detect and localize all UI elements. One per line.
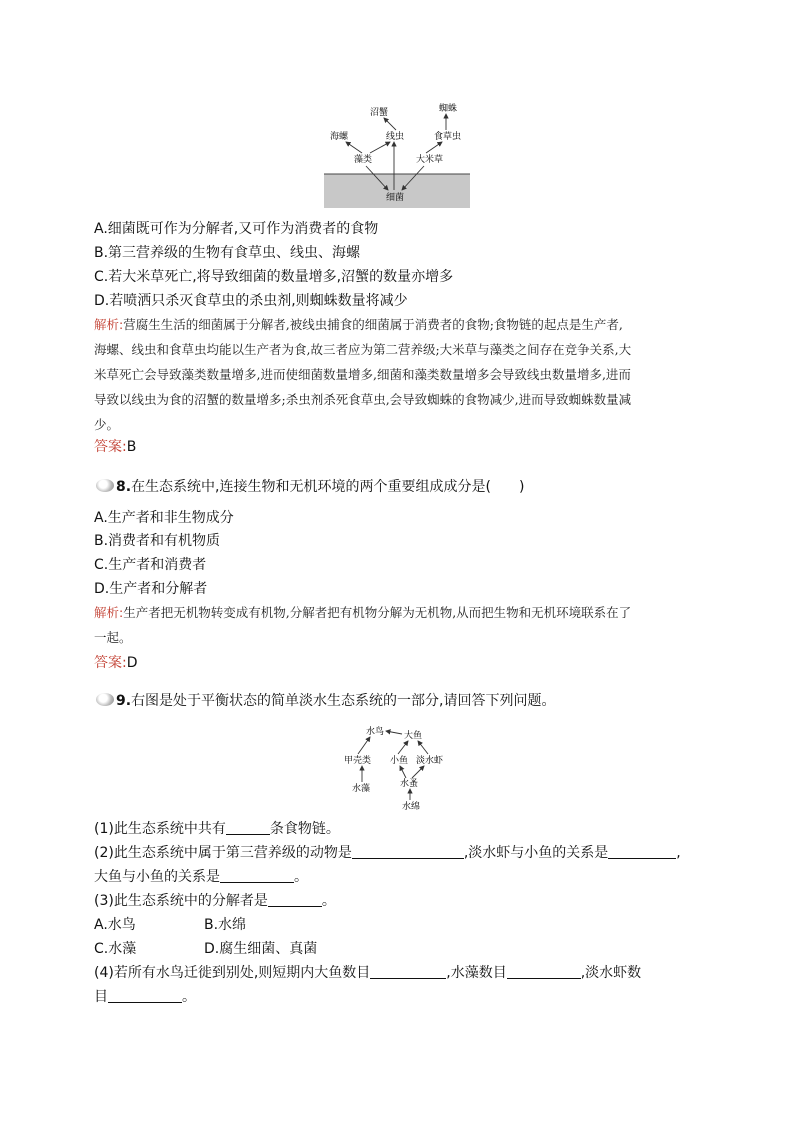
explanation-tag: 解析: (94, 317, 124, 332)
q8-option-a: A.生产者和非生物成分 (94, 510, 234, 526)
answer-blank[interactable] (268, 892, 322, 907)
answer-blank[interactable] (220, 868, 294, 883)
q9-part3-option-b: B.水绵 (204, 917, 247, 933)
node-crust: 甲壳类 (344, 756, 372, 766)
q7-option-b: B.第三营养级的生物有食草虫、线虫、海螺 (94, 245, 361, 261)
node-smallfish: 小鱼 (390, 756, 409, 766)
node-bacteria: 细菌 (386, 193, 405, 203)
q7-explanation: 解析:营腐生生活的细菌属于分解者,被线虫捕食的细菌属于消费者的食物;食物链的起点是生产者, 海螺、线虫和食草虫均能以生产者为食,故三者应为第二营养级;大米草与藻类之间存在竞争关系,大 米草死亡会导致藻类数量增多,进而使细菌数量增多,细菌和藻类数量增多会导致线虫数量增多,进而 导致以线虫为食的沼蟹的数量增多;杀虫剂杀死食草虫,会导致蜘蛛的食物减少,进而导致蜘蛛数量减 少。 (94, 317, 632, 432)
q9-stem: 9.右图是处于平衡状态的简单淡水生态系统的一部分,请回答下列问题。 (96, 690, 556, 712)
q9-part4-cont: 目 。 (94, 989, 196, 1005)
question-badge-icon (96, 693, 114, 706)
node-grass: 大米草 (416, 155, 444, 165)
node-thread: 线虫 (386, 132, 405, 142)
question-badge-icon (96, 479, 114, 492)
q8-explanation: 解析:生产者把无机物转变成有机物,分解者把有机物分解为无机物,从而把生物和无机环境联系在了 一起。 (94, 605, 632, 645)
node-bird: 水鸟 (366, 727, 385, 737)
answer-blank[interactable] (370, 964, 446, 979)
answer-blank[interactable] (226, 820, 270, 835)
answer-blank[interactable] (507, 964, 581, 979)
q8-stem: 8.在生态系统中,连接生物和无机环境的两个重要组成成分是( ) (96, 476, 524, 498)
node-bug: 食草虫 (434, 132, 462, 142)
node-algae: 藻类 (354, 155, 373, 165)
answer-blank[interactable] (608, 844, 676, 859)
q9-part1: (1)此生态系统中共有 条食物链。 (94, 821, 340, 837)
q7-option-d: D.若喷洒只杀灭食草虫的杀虫剂,则蜘蛛数量将减少 (94, 293, 408, 309)
node-algae: 水藻 (352, 784, 371, 794)
q8-option-c: C.生产者和消费者 (94, 557, 207, 573)
node-insect: 水蚤 (400, 779, 419, 789)
node-bigfish: 大鱼 (404, 731, 423, 741)
q7-answer: 答案:B (94, 439, 137, 455)
answer-blank[interactable] (352, 844, 464, 859)
q9-part3: (3)此生态系统中的分解者是 。 (94, 893, 336, 909)
node-crab: 沼蟹 (370, 108, 389, 118)
q8-option-d: D.生产者和分解者 (94, 581, 208, 597)
node-spider: 蜘蛛 (439, 104, 458, 114)
node-snail: 海螺 (330, 132, 349, 142)
q7-option-c: C.若大米草死亡,将导致细菌的数量增多,沼蟹的数量亦增多 (94, 269, 454, 285)
q9-part3-option-a: A.水鸟 (94, 917, 136, 933)
q9-part3-option-c: C.水藻 (94, 941, 137, 957)
answer-blank[interactable] (108, 988, 182, 1003)
node-shrimp: 淡水虾 (416, 756, 444, 766)
q9-part4: (4)若所有水鸟迁徙到别处,则短期内大鱼数目 ,水藻数目 ,淡水虾数 (94, 965, 642, 981)
q8-answer: 答案:D (94, 655, 138, 671)
q9-part2-cont: 大鱼与小鱼的关系是 。 (94, 869, 308, 885)
pond-food-web-figure (340, 720, 450, 816)
q9-part2: (2)此生态系统中属于第三营养级的动物是 ,淡水虾与小鱼的关系是 , (94, 845, 681, 861)
q9-part3-option-d: D.腐生细菌、真菌 (204, 941, 318, 957)
q8-option-b: B.消费者和有机物质 (94, 533, 221, 549)
food-web-figure (322, 98, 472, 210)
q7-option-a: A.细菌既可作为分解者,又可作为消费者的食物 (94, 221, 379, 237)
node-sponge: 水绵 (402, 802, 421, 812)
